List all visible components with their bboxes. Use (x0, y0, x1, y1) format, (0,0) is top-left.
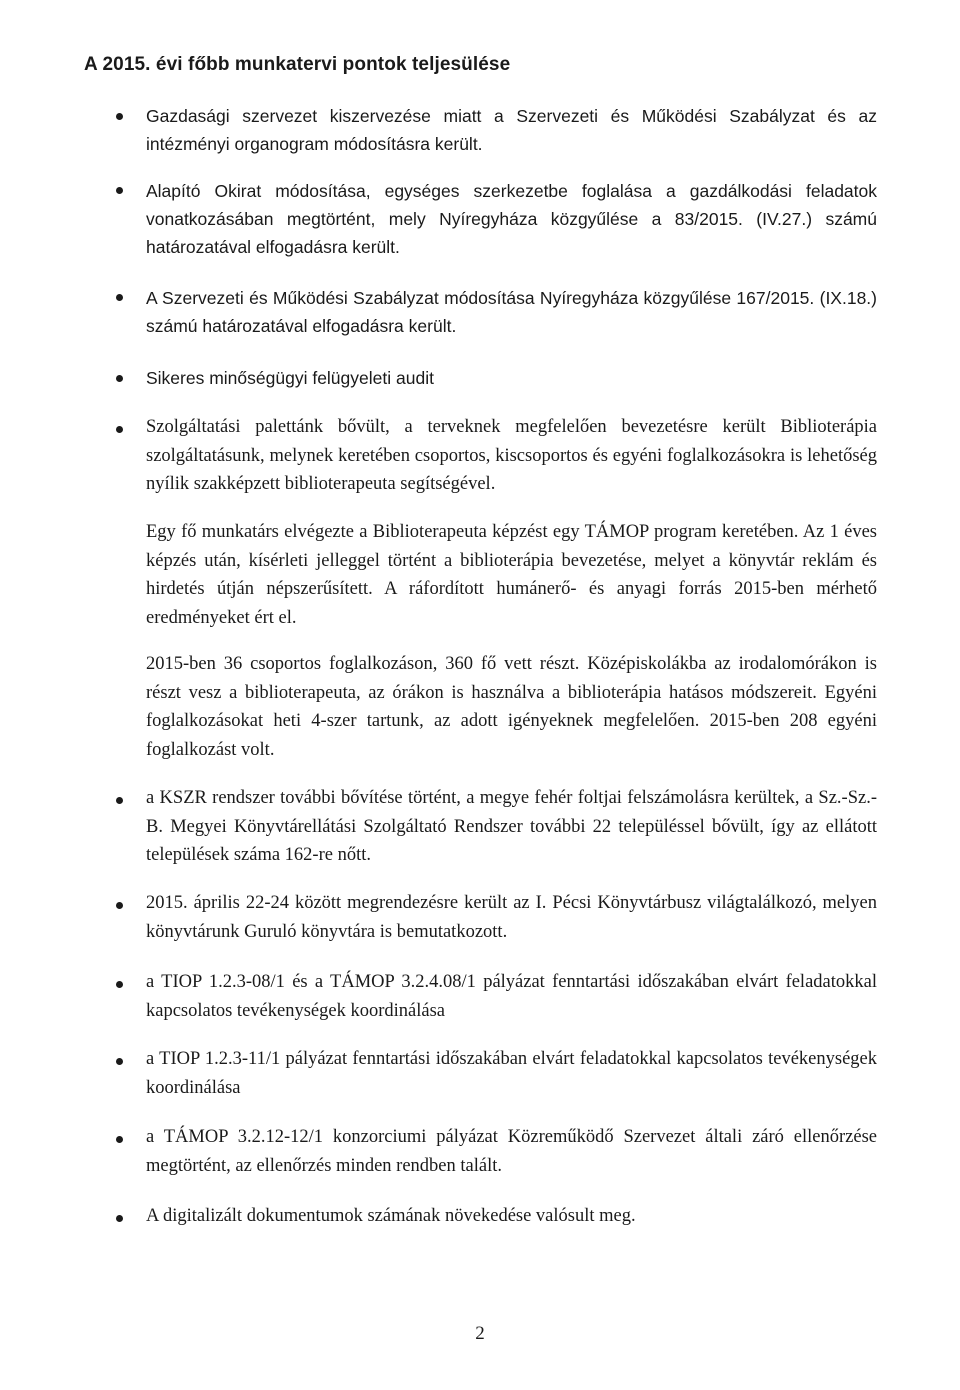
list-item: Gazdasági szervezet kiszervezése miatt a Szervezeti és Működési Szabályzat és az intézményi organogram módosításra került. (146, 106, 877, 154)
page-number: 2 (475, 1323, 485, 1344)
list-item: Szolgáltatási palettánk bővült, a terveknek megfelelően bevezetésre került Biblioterápia szolgáltatásunk, melynek keretében csoportos, kiscsoportos és egyéni foglalkozásokra is lehetőség nyílik szakképzett biblioterapeuta segítségével. (146, 417, 877, 494)
list-item: Sikeres minőségügyi felügyeleti audit (146, 368, 434, 388)
list-item: a TIOP 1.2.3-08/1 és a TÁMOP 3.2.4.08/1 pályázat fenntartási időszakában elvárt feladatokkal kapcsolatos tevékenységek koordinálása (146, 972, 877, 1021)
bullet-icon (116, 187, 123, 194)
list-item: Alapító Okirat módosítása, egységes szerkezetbe foglalása a gazdálkodási feladatok vonatkozásában megtörtént, mely Nyíregyháza közgyűlése a 83/2015. (IV.27.) számú határozatával elfogadásra került. (146, 181, 877, 257)
bullet-icon (116, 426, 123, 433)
bullet-icon (116, 981, 123, 988)
bullet-icon (116, 1136, 123, 1143)
bullet-icon (116, 375, 123, 382)
paragraph: Egy fő munkatárs elvégezte a Biblioterapeuta képzést egy TÁMOP program keretében. Az 1 éves képzés után, kísérleti jelleggel történt a biblioterápia bevezetése, melyet a könyvtár reklám és hirdetés útján népszerűsített. A ráfordított humánerő- és anyagi forrás 2015-ben mérhető eredményeket ért el. (146, 522, 877, 628)
list-item: A Szervezeti és Működési Szabályzat módosítása Nyíregyháza közgyűlése 167/2015. (IX.18.) számú határozatával elfogadásra került. (146, 288, 877, 336)
page-heading: A 2015. évi főbb munkatervi pontok teljesülése (84, 54, 511, 75)
bullet-icon (116, 113, 123, 120)
bullet-icon (116, 1215, 123, 1222)
bullet-icon (116, 902, 123, 909)
list-item: 2015. április 22-24 között megrendezésre került az I. Pécsi Könyvtárbusz világtalálkozó, melyen könyvtárunk Guruló könyvtára is bemutatkozott. (146, 893, 877, 942)
list-item: A digitalizált dokumentumok számának növekedése valósult meg. (146, 1206, 636, 1226)
list-item: a TÁMOP 3.2.12-12/1 konzorciumi pályázat Közreműködő Szervezet általi záró ellenőrzése megtörtént, az ellenőrzés minden rendben talált. (146, 1127, 877, 1176)
bullet-icon (116, 797, 123, 804)
paragraph: 2015-ben 36 csoportos foglalkozáson, 360 fő vett részt. Középiskolákba az irodalomórákon is részt vesz a biblioterapeuta, az órákon is használva a biblioterápia hatásos módszereit. Egyéni foglalkozásokat heti 4-szer tartunk, az adott igényeknek megfelelően. 2015-ben 208 egyéni foglalkozást volt. (146, 654, 877, 760)
bullet-icon (116, 1058, 123, 1065)
bullet-icon (116, 294, 123, 301)
list-item: a KSZR rendszer további bővítése történt, a megye fehér foltjai felszámolásra kerültek, a Sz.-Sz.-B. Megyei Könyvtárellátási Szolgáltató Rendszer további 22 településsel bővült, így az ellátott települések száma 162-re nőtt. (146, 788, 877, 865)
list-item: a TIOP 1.2.3-11/1 pályázat fenntartási időszakában elvárt feladatokkal kapcsolatos tevékenységek koordinálása (146, 1049, 877, 1098)
